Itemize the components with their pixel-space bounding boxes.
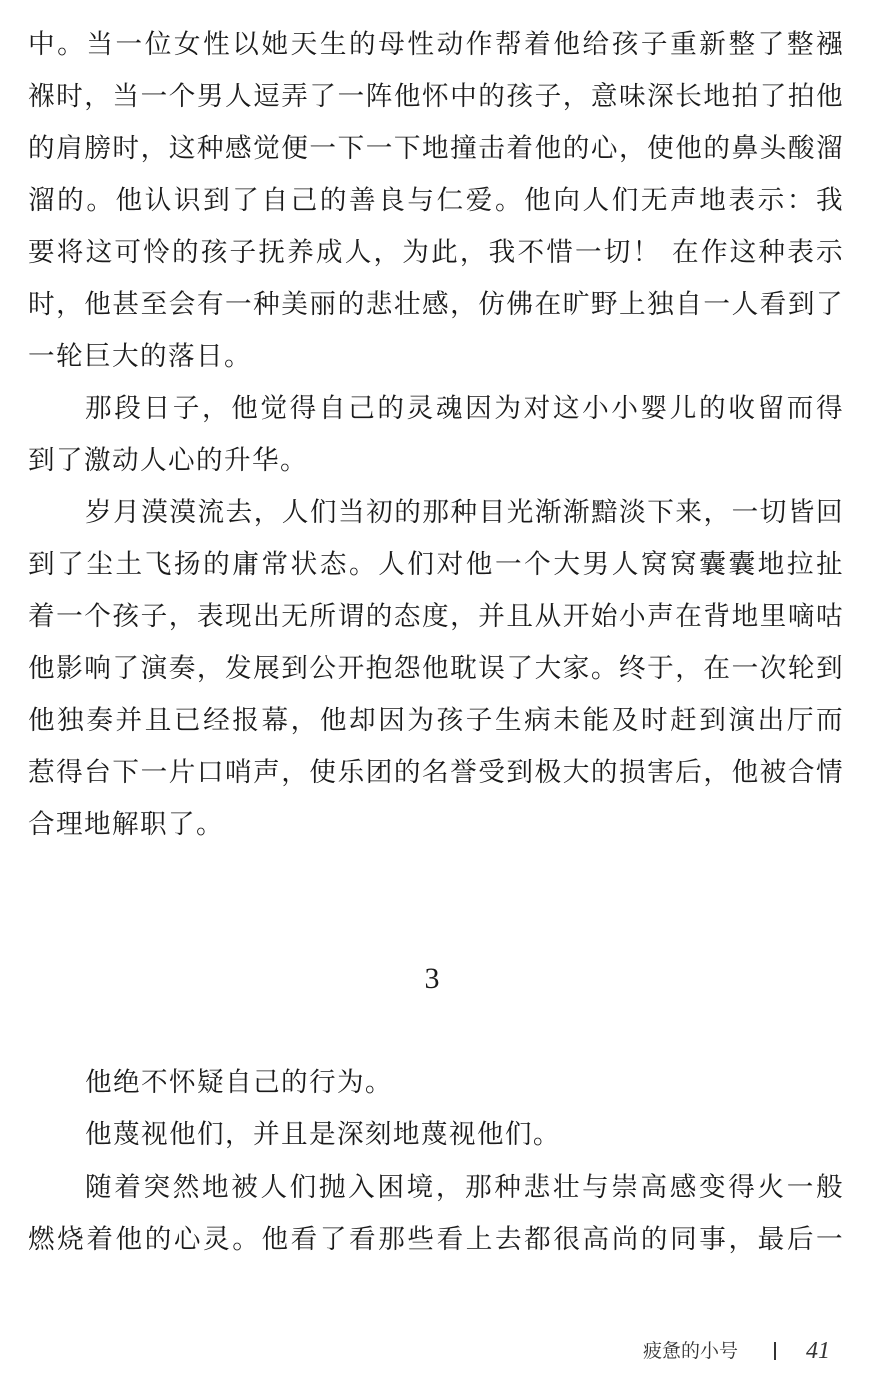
text-line: 到了尘土飞扬的庸常状态。人们对他一个大男人窝窝囊囊地拉扯	[28, 549, 844, 580]
text-line: 合理地解职了。	[28, 809, 224, 840]
text-line: 他蔑视他们，并且是深刻地蔑视他们。	[85, 1119, 561, 1150]
section-number: 3	[424, 962, 440, 995]
page-number: 41	[806, 1338, 830, 1364]
text-line: 随着突然地被人们抛入困境，那种悲壮与崇高感变得火一般	[85, 1172, 844, 1203]
text-line: 要将这可怜的孩子抚养成人，为此，我不惜一切！ 在作这种表示	[28, 237, 844, 268]
running-footer-title: 疲惫的小号	[643, 1340, 739, 1362]
text-line: 他影响了演奏，发展到公开抱怨他耽误了大家。终于，在一次轮到	[28, 653, 844, 684]
text-line: 那段日子，他觉得自己的灵魂因为对这小小婴儿的收留而得	[85, 393, 844, 424]
text-line: 着一个孩子，表现出无所谓的态度，并且从开始小声在背地里嘀咕	[28, 601, 844, 632]
text-line: 岁月漠漠流去，人们当初的那种目光渐渐黯淡下来，一切皆回	[85, 497, 844, 528]
text-line: 到了激动人心的升华。	[28, 445, 308, 476]
text-line: 燃烧着他的心灵。他看了看那些看上去都很高尚的同事，最后一	[28, 1224, 844, 1255]
text-line: 他独奏并且已经报幕，他却因为孩子生病未能及时赶到演出厅而	[28, 705, 844, 736]
text-line: 的肩膀时，这种感觉便一下一下地撞击着他的心，使他的鼻头酸溜	[28, 133, 844, 164]
text-line: 中。当一位女性以她天生的母性动作帮着他给孩子重新整了整襁	[28, 29, 844, 60]
text-line: 溜的。他认识到了自己的善良与仁爱。他向人们无声地表示：我	[28, 185, 844, 216]
text-line: 褓时，当一个男人逗弄了一阵他怀中的孩子，意味深长地拍了拍他	[28, 81, 844, 112]
text-line: 惹得台下一片口哨声，使乐团的名誉受到极大的损害后，他被合情	[28, 757, 844, 788]
text-line: 时，他甚至会有一种美丽的悲壮感，仿佛在旷野上独自一人看到了	[28, 289, 844, 320]
footer-divider	[774, 1342, 776, 1360]
text-line: 一轮巨大的落日。	[28, 341, 252, 372]
text-line: 他绝不怀疑自己的行为。	[85, 1067, 393, 1098]
